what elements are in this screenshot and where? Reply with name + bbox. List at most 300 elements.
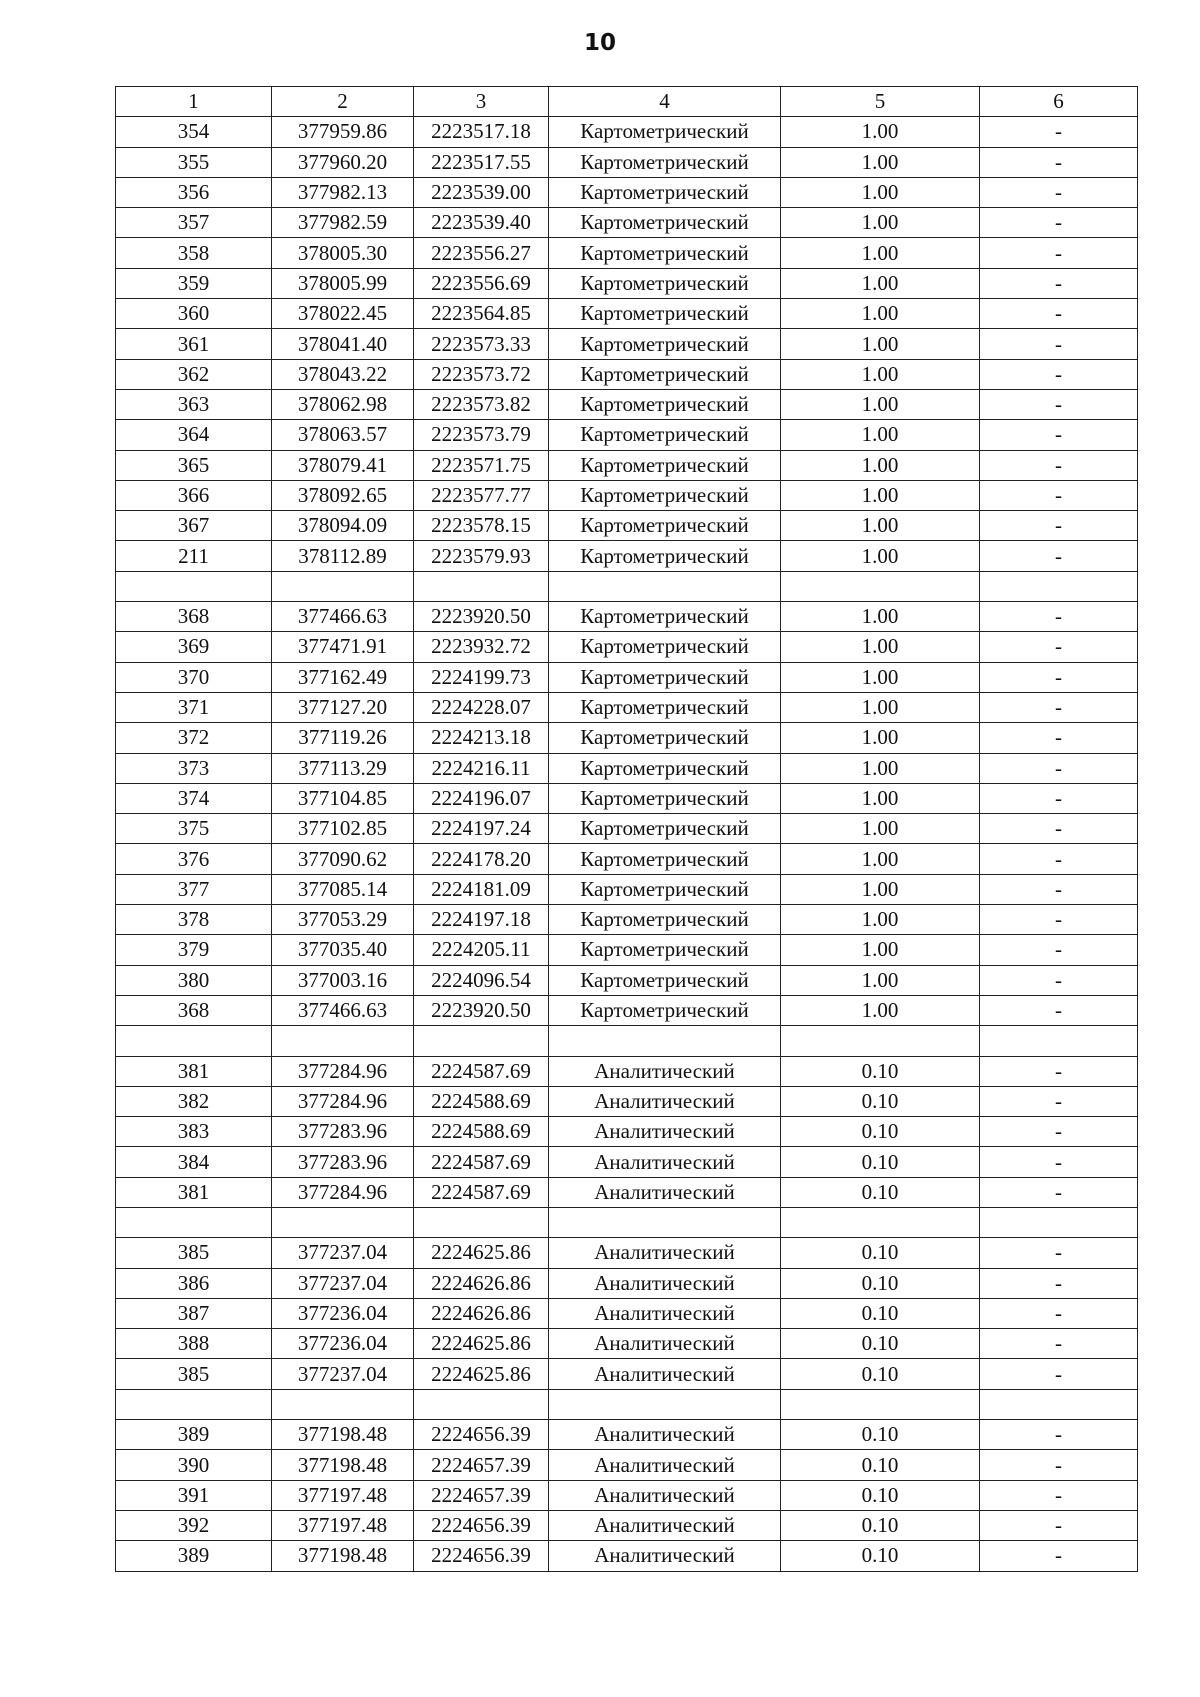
table-cell: 377003.16 <box>272 965 414 995</box>
table-cell: 378094.09 <box>272 511 414 541</box>
table-cell: - <box>980 1450 1138 1480</box>
table-cell: - <box>980 299 1138 329</box>
table-cell: 377237.04 <box>272 1268 414 1298</box>
table-cell: Картометрический <box>549 511 781 541</box>
table-cell: 2224588.69 <box>414 1117 549 1147</box>
table-row <box>116 783 1138 813</box>
table-cell: 360 <box>116 299 272 329</box>
table-cell: 2224657.39 <box>414 1480 549 1510</box>
table-cell: - <box>980 268 1138 298</box>
table-cell: 377237.04 <box>272 1359 414 1389</box>
table-cell: - <box>980 238 1138 268</box>
table-cell: 2224588.69 <box>414 1086 549 1116</box>
table-row <box>116 1420 1138 1450</box>
table-cell: 2223539.40 <box>414 208 549 238</box>
table-cell: 1.00 <box>781 420 980 450</box>
table-cell: Аналитический <box>549 1117 781 1147</box>
table-cell: Аналитический <box>549 1541 781 1571</box>
table-cell: 367 <box>116 511 272 541</box>
table-cell: - <box>980 1480 1138 1510</box>
table-row <box>116 420 1138 450</box>
table-cell: 1.00 <box>781 299 980 329</box>
table-cell: 2224656.39 <box>414 1420 549 1450</box>
table-cell: - <box>980 480 1138 510</box>
table-row <box>116 1359 1138 1389</box>
table-cell: Картометрический <box>549 965 781 995</box>
table-cell: 383 <box>116 1117 272 1147</box>
table-row <box>116 814 1138 844</box>
table-cell: 378079.41 <box>272 450 414 480</box>
table-row <box>116 480 1138 510</box>
table-cell: 0.10 <box>781 1359 980 1389</box>
table-cell <box>781 1389 980 1419</box>
table-cell: 378005.99 <box>272 268 414 298</box>
column-header: 1 <box>116 87 272 117</box>
coordinates-table <box>115 86 1138 1572</box>
table-cell: Картометрический <box>549 783 781 813</box>
table-cell: 1.00 <box>781 632 980 662</box>
table-cell: Картометрический <box>549 935 781 965</box>
table-cell: Картометрический <box>549 389 781 419</box>
table-cell <box>781 571 980 601</box>
table-cell: - <box>980 1147 1138 1177</box>
table-cell: Аналитический <box>549 1450 781 1480</box>
table-cell: 2223571.75 <box>414 450 549 480</box>
table-cell: Картометрический <box>549 844 781 874</box>
table-cell: 385 <box>116 1238 272 1268</box>
table-cell: 377960.20 <box>272 147 414 177</box>
table-cell: 377471.91 <box>272 632 414 662</box>
table-row <box>116 541 1138 571</box>
table-cell: 373 <box>116 753 272 783</box>
table-cell: Картометрический <box>549 602 781 632</box>
table-cell: - <box>980 389 1138 419</box>
table-cell: 2224626.86 <box>414 1268 549 1298</box>
table-cell: Аналитический <box>549 1420 781 1450</box>
table-cell <box>116 1207 272 1237</box>
table-row <box>116 905 1138 935</box>
table-cell <box>272 1026 414 1056</box>
table-cell: - <box>980 692 1138 722</box>
table-cell: 1.00 <box>781 995 980 1025</box>
table-row <box>116 1329 1138 1359</box>
table-cell: - <box>980 1238 1138 1268</box>
table-cell: 378043.22 <box>272 359 414 389</box>
table-cell: Картометрический <box>549 905 781 935</box>
table-cell: 0.10 <box>781 1056 980 1086</box>
table-cell: 2223573.33 <box>414 329 549 359</box>
table-cell: Картометрический <box>549 299 781 329</box>
table-cell: 2223932.72 <box>414 632 549 662</box>
table-cell: 377237.04 <box>272 1238 414 1268</box>
table-cell: - <box>980 208 1138 238</box>
table-cell: 1.00 <box>781 450 980 480</box>
table-cell: 377102.85 <box>272 814 414 844</box>
table-cell: 2223578.15 <box>414 511 549 541</box>
table-cell: 387 <box>116 1298 272 1328</box>
table-cell: 361 <box>116 329 272 359</box>
table-cell: 1.00 <box>781 692 980 722</box>
table-cell: - <box>980 177 1138 207</box>
table-cell: Аналитический <box>549 1086 781 1116</box>
table-cell: 2223564.85 <box>414 299 549 329</box>
table-cell: 1.00 <box>781 662 980 692</box>
table-cell: - <box>980 602 1138 632</box>
table-cell: - <box>980 814 1138 844</box>
table-cell: 378005.30 <box>272 238 414 268</box>
table-cell: 0.10 <box>781 1480 980 1510</box>
table-cell: 1.00 <box>781 329 980 359</box>
table-cell: 1.00 <box>781 359 980 389</box>
table-row <box>116 723 1138 753</box>
table-cell: 2224181.09 <box>414 874 549 904</box>
table-cell: 378022.45 <box>272 299 414 329</box>
table-cell: 1.00 <box>781 541 980 571</box>
table-cell: Аналитический <box>549 1177 781 1207</box>
table-row <box>116 1207 1138 1237</box>
table-cell: - <box>980 420 1138 450</box>
table-cell: 2223577.77 <box>414 480 549 510</box>
table-cell: 2224213.18 <box>414 723 549 753</box>
table-cell <box>781 1026 980 1056</box>
table-cell: 1.00 <box>781 389 980 419</box>
table-cell: 377466.63 <box>272 995 414 1025</box>
table-cell <box>980 1026 1138 1056</box>
column-header: 6 <box>980 87 1138 117</box>
table-cell: 359 <box>116 268 272 298</box>
table-row <box>116 874 1138 904</box>
table-cell: 2224216.11 <box>414 753 549 783</box>
table-cell: - <box>980 541 1138 571</box>
table-cell: 2223539.00 <box>414 177 549 207</box>
table-cell: 390 <box>116 1450 272 1480</box>
table-cell: 1.00 <box>781 753 980 783</box>
table-cell: 377198.48 <box>272 1420 414 1450</box>
table-cell: Картометрический <box>549 329 781 359</box>
table-cell: 0.10 <box>781 1177 980 1207</box>
table-cell: 362 <box>116 359 272 389</box>
table-cell: Картометрический <box>549 662 781 692</box>
table-cell: 377197.48 <box>272 1480 414 1510</box>
table-cell: - <box>980 147 1138 177</box>
table-cell: 2224657.39 <box>414 1450 549 1480</box>
table-row <box>116 935 1138 965</box>
table-cell <box>116 1026 272 1056</box>
table-cell: Картометрический <box>549 117 781 147</box>
table-row <box>116 299 1138 329</box>
table-cell: 377466.63 <box>272 602 414 632</box>
table-cell: Картометрический <box>549 208 781 238</box>
table-cell: - <box>980 1541 1138 1571</box>
table-cell <box>549 1026 781 1056</box>
table-row <box>116 238 1138 268</box>
table-cell: 389 <box>116 1541 272 1571</box>
table-row <box>116 1510 1138 1540</box>
table-cell: 379 <box>116 935 272 965</box>
table-cell: 1.00 <box>781 844 980 874</box>
table-row <box>116 268 1138 298</box>
table-cell: Картометрический <box>549 814 781 844</box>
table-cell: 366 <box>116 480 272 510</box>
table-cell: - <box>980 329 1138 359</box>
table-cell: 371 <box>116 692 272 722</box>
table-cell: 377162.49 <box>272 662 414 692</box>
table-cell: 380 <box>116 965 272 995</box>
table-cell: 388 <box>116 1329 272 1359</box>
table-cell: 378 <box>116 905 272 935</box>
table-cell: 377283.96 <box>272 1147 414 1177</box>
table-row <box>116 692 1138 722</box>
table-cell: 2224625.86 <box>414 1359 549 1389</box>
table-header-row <box>116 87 1138 117</box>
table-cell: 2224197.18 <box>414 905 549 935</box>
table-cell: 2224587.69 <box>414 1177 549 1207</box>
table-cell: 356 <box>116 177 272 207</box>
table-cell: 0.10 <box>781 1329 980 1359</box>
table-cell: 1.00 <box>781 602 980 632</box>
table-cell: 2224199.73 <box>414 662 549 692</box>
table-cell: 385 <box>116 1359 272 1389</box>
table-cell: 376 <box>116 844 272 874</box>
table-cell: 377236.04 <box>272 1298 414 1328</box>
column-header: 4 <box>549 87 781 117</box>
table-cell: - <box>980 117 1138 147</box>
table-cell: - <box>980 723 1138 753</box>
table-cell: 1.00 <box>781 511 980 541</box>
table-cell: 377283.96 <box>272 1117 414 1147</box>
table-row <box>116 1086 1138 1116</box>
table-cell: 0.10 <box>781 1510 980 1540</box>
table-cell: Картометрический <box>549 147 781 177</box>
table-cell: 2223573.79 <box>414 420 549 450</box>
table-cell: 377959.86 <box>272 117 414 147</box>
table-cell: 2224656.39 <box>414 1541 549 1571</box>
table-cell: 0.10 <box>781 1086 980 1116</box>
table-cell: 2223920.50 <box>414 995 549 1025</box>
table-cell: 1.00 <box>781 935 980 965</box>
table-cell: 378092.65 <box>272 480 414 510</box>
table-row <box>116 1147 1138 1177</box>
table-cell: 1.00 <box>781 874 980 904</box>
table-cell <box>980 1207 1138 1237</box>
table-cell <box>781 1207 980 1237</box>
table-cell: - <box>980 1086 1138 1116</box>
table-cell: 389 <box>116 1420 272 1450</box>
table-cell: 377982.13 <box>272 177 414 207</box>
table-cell <box>549 1207 781 1237</box>
table-cell <box>272 1389 414 1419</box>
table-cell: - <box>980 965 1138 995</box>
table-row <box>116 1389 1138 1419</box>
table-cell: 0.10 <box>781 1268 980 1298</box>
table-cell: 368 <box>116 995 272 1025</box>
table-cell: - <box>980 662 1138 692</box>
table-cell: 0.10 <box>781 1117 980 1147</box>
table-cell: 370 <box>116 662 272 692</box>
table-cell: Картометрический <box>549 753 781 783</box>
table-row <box>116 602 1138 632</box>
table-cell: 1.00 <box>781 238 980 268</box>
table-cell: Картометрический <box>549 359 781 389</box>
table-cell: Аналитический <box>549 1147 781 1177</box>
table-row <box>116 1056 1138 1086</box>
table-cell: 1.00 <box>781 723 980 753</box>
table-cell: 1.00 <box>781 147 980 177</box>
table-cell: 377284.96 <box>272 1086 414 1116</box>
table-cell: 2224205.11 <box>414 935 549 965</box>
table-cell: 378062.98 <box>272 389 414 419</box>
table-row <box>116 208 1138 238</box>
table-cell: 377198.48 <box>272 1450 414 1480</box>
table-cell: 211 <box>116 541 272 571</box>
table-cell: Аналитический <box>549 1238 781 1268</box>
table-cell: 358 <box>116 238 272 268</box>
table-cell: 0.10 <box>781 1298 980 1328</box>
table-cell <box>414 1389 549 1419</box>
table-cell: 2224626.86 <box>414 1298 549 1328</box>
table-cell: 0.10 <box>781 1147 980 1177</box>
table-cell: Аналитический <box>549 1056 781 1086</box>
table-row <box>116 1238 1138 1268</box>
table-cell: 2224196.07 <box>414 783 549 813</box>
table-cell: - <box>980 874 1138 904</box>
table-row <box>116 662 1138 692</box>
table-cell: Картометрический <box>549 874 781 904</box>
table-cell <box>414 571 549 601</box>
table-cell: 377035.40 <box>272 935 414 965</box>
table-cell: 1.00 <box>781 268 980 298</box>
table-row <box>116 753 1138 783</box>
table-cell: 2223556.69 <box>414 268 549 298</box>
table-row <box>116 359 1138 389</box>
table-cell: - <box>980 1117 1138 1147</box>
table-cell: 378112.89 <box>272 541 414 571</box>
table-cell: 377 <box>116 874 272 904</box>
table-cell: Аналитический <box>549 1359 781 1389</box>
table-cell: 2224228.07 <box>414 692 549 722</box>
table-cell: - <box>980 1056 1138 1086</box>
table-cell: 1.00 <box>781 208 980 238</box>
table-cell: 2223573.72 <box>414 359 549 389</box>
table-cell: Картометрический <box>549 238 781 268</box>
table-cell: 1.00 <box>781 905 980 935</box>
table-cell: 2224197.24 <box>414 814 549 844</box>
table-row <box>116 1298 1138 1328</box>
table-cell: 377104.85 <box>272 783 414 813</box>
table-cell: - <box>980 1177 1138 1207</box>
table-cell: 0.10 <box>781 1420 980 1450</box>
table-cell: - <box>980 905 1138 935</box>
table-cell: 377085.14 <box>272 874 414 904</box>
table-cell <box>414 1026 549 1056</box>
table-cell: 369 <box>116 632 272 662</box>
table-cell: 377119.26 <box>272 723 414 753</box>
table-cell: 2223556.27 <box>414 238 549 268</box>
table-cell: - <box>980 844 1138 874</box>
table-cell: 2224625.86 <box>414 1238 549 1268</box>
column-header: 3 <box>414 87 549 117</box>
table-cell: 1.00 <box>781 117 980 147</box>
table-cell: 386 <box>116 1268 272 1298</box>
table-cell: 365 <box>116 450 272 480</box>
table-cell: 364 <box>116 420 272 450</box>
column-header: 2 <box>272 87 414 117</box>
table-cell: - <box>980 995 1138 1025</box>
table-cell: 355 <box>116 147 272 177</box>
table-cell: Картометрический <box>549 268 781 298</box>
table-cell: Картометрический <box>549 723 781 753</box>
table-cell: Картометрический <box>549 541 781 571</box>
table-cell: - <box>980 753 1138 783</box>
table-cell: 2224587.69 <box>414 1147 549 1177</box>
table-cell: 2223517.18 <box>414 117 549 147</box>
table-cell: - <box>980 1268 1138 1298</box>
table-row <box>116 1541 1138 1571</box>
table-cell: 357 <box>116 208 272 238</box>
table-cell: 381 <box>116 1177 272 1207</box>
table-cell: Аналитический <box>549 1268 781 1298</box>
table-cell: 391 <box>116 1480 272 1510</box>
table-row <box>116 995 1138 1025</box>
table-row <box>116 177 1138 207</box>
table-row <box>116 117 1138 147</box>
table-row <box>116 147 1138 177</box>
table-cell: - <box>980 511 1138 541</box>
table-row <box>116 844 1138 874</box>
table-row <box>116 965 1138 995</box>
table-cell: 2224096.54 <box>414 965 549 995</box>
table-row <box>116 389 1138 419</box>
table-cell: - <box>980 1510 1138 1540</box>
table-cell: 2223920.50 <box>414 602 549 632</box>
table-cell: 377197.48 <box>272 1510 414 1540</box>
table-cell: 374 <box>116 783 272 813</box>
table-cell: - <box>980 359 1138 389</box>
table-cell: Картометрический <box>549 177 781 207</box>
table-row <box>116 450 1138 480</box>
table-row <box>116 1177 1138 1207</box>
table-cell: - <box>980 1420 1138 1450</box>
table-row <box>116 1480 1138 1510</box>
column-header: 5 <box>781 87 980 117</box>
table-cell: - <box>980 783 1138 813</box>
table-cell: 377090.62 <box>272 844 414 874</box>
table-cell: 2224587.69 <box>414 1056 549 1086</box>
table-cell: 1.00 <box>781 965 980 995</box>
table-row <box>116 632 1138 662</box>
table-row <box>116 329 1138 359</box>
table-cell: 368 <box>116 602 272 632</box>
table-cell <box>414 1207 549 1237</box>
table-cell: Аналитический <box>549 1480 781 1510</box>
table-cell: 2224625.86 <box>414 1329 549 1359</box>
table-cell: Аналитический <box>549 1298 781 1328</box>
table-cell: 377198.48 <box>272 1541 414 1571</box>
table-cell: Картометрический <box>549 450 781 480</box>
table-cell: - <box>980 1298 1138 1328</box>
table-row <box>116 571 1138 601</box>
table-cell: 1.00 <box>781 480 980 510</box>
table-row <box>116 511 1138 541</box>
table-cell: 354 <box>116 117 272 147</box>
table-cell: - <box>980 1359 1138 1389</box>
table-cell: - <box>980 632 1138 662</box>
table-row <box>116 1026 1138 1056</box>
table-cell <box>116 571 272 601</box>
table-cell <box>549 571 781 601</box>
table-cell: 2223573.82 <box>414 389 549 419</box>
page-number: 10 <box>583 30 616 56</box>
